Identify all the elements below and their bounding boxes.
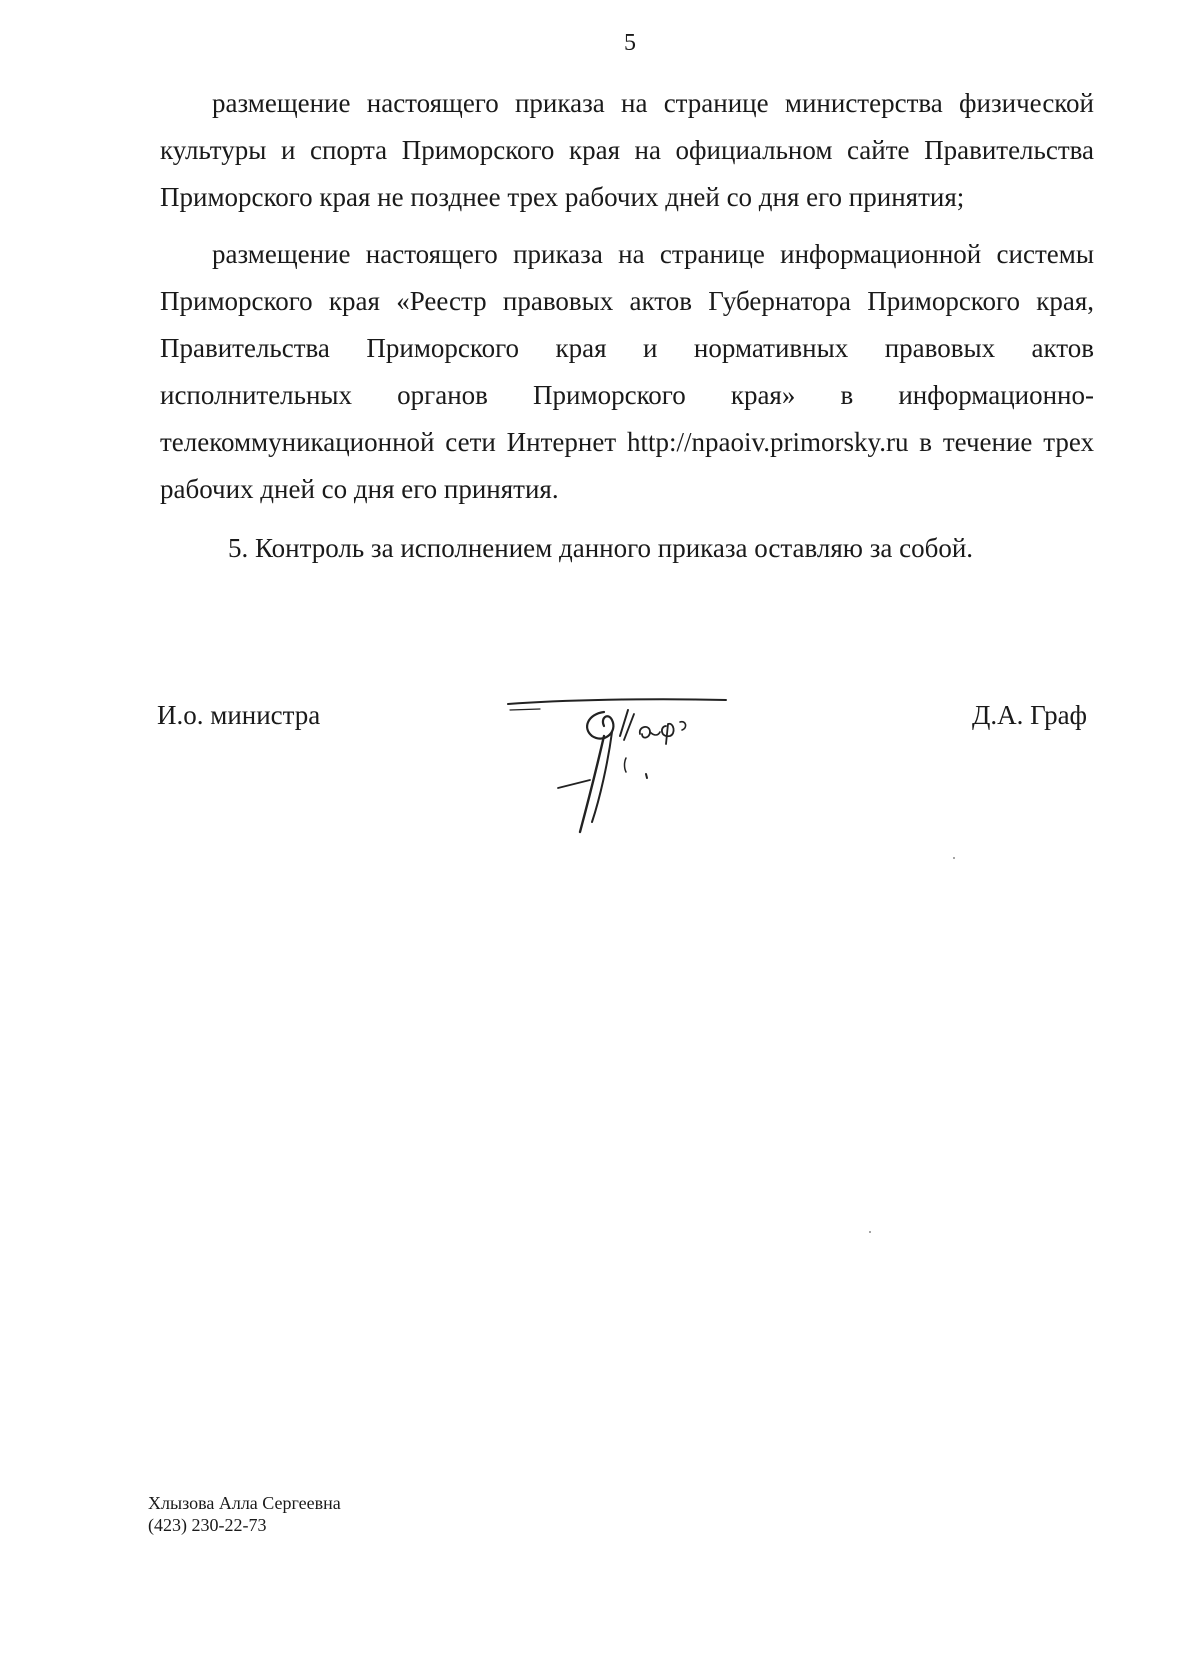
handwritten-signature bbox=[500, 692, 740, 842]
signatory-name: Д.А. Граф bbox=[972, 700, 1088, 730]
paragraph-publication-registry: размещение настоящего приказа на странице информационной системы Приморского края «Реестр правовых актов Губернатора Приморского края, Правительства Приморского края и нормативных правовых актов исполнительных органов Приморского края» в информационно-телекоммуникационной сети Интернет http://npaoiv.primorsky.ru в течение трех рабочих дней со дня его принятия. bbox=[160, 239, 1094, 504]
scan-speck bbox=[953, 857, 955, 859]
scan-speck bbox=[869, 1231, 871, 1233]
page-number: 5 bbox=[624, 30, 636, 56]
executor-phone: (423) 230-22-73 bbox=[148, 1515, 267, 1535]
paragraph-publication-ministry-page: размещение настоящего приказа на странице министерства физической культуры и спорта Приморского края на официальном сайте Правительства Приморского края не позднее трех рабочих дней со дня его принятия; bbox=[160, 88, 1094, 212]
executor-info bbox=[148, 1492, 341, 1536]
paragraph-control-clause: 5. Контроль за исполнением данного приказа оставляю за собой. bbox=[228, 533, 974, 563]
document-body bbox=[160, 80, 1094, 572]
signatory-position: И.о. министра bbox=[157, 700, 321, 730]
executor-name: Хлызова Алла Сергеевна bbox=[148, 1493, 341, 1513]
